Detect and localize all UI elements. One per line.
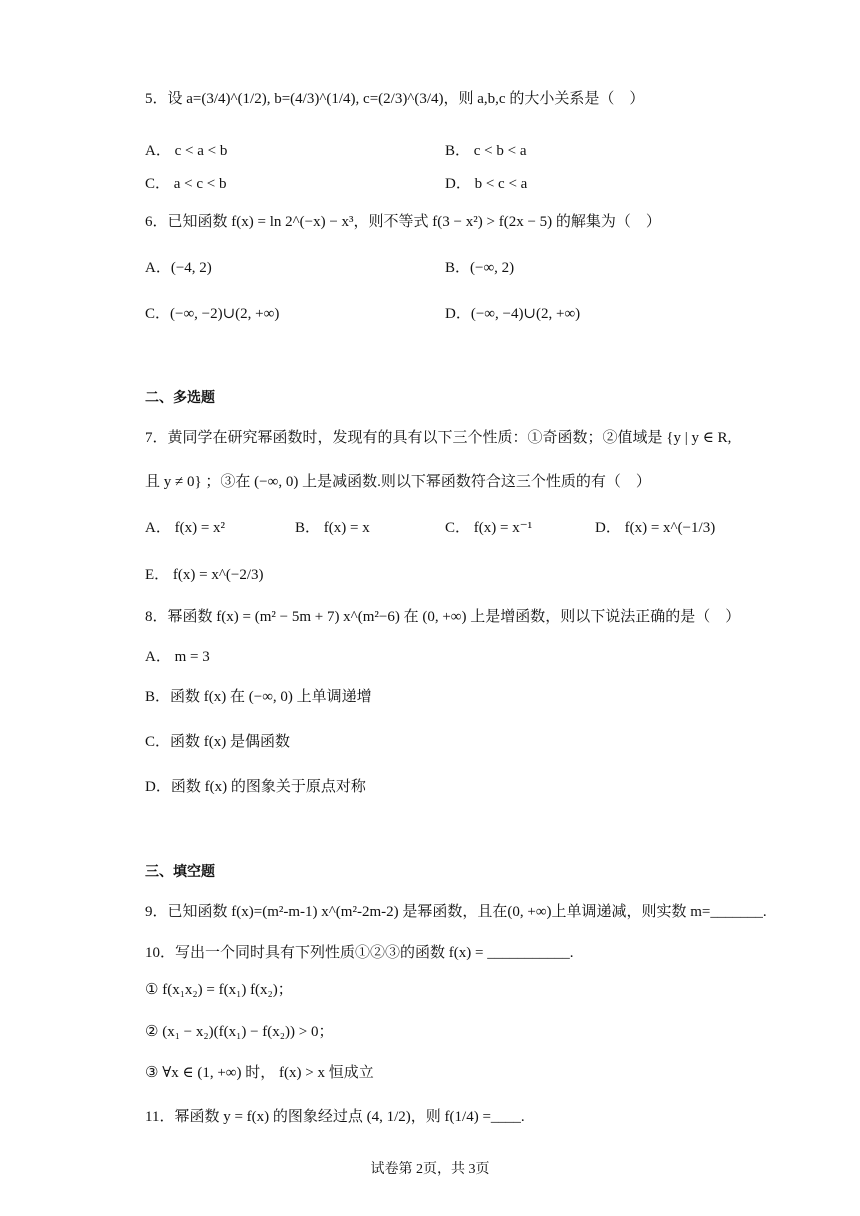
question-7-stem-line1: 7．黄同学在研究幂函数时，发现有的具有以下三个性质：①奇函数；②值域是 {y | y ∈ R, <box>145 430 732 446</box>
question-10-property-1: ① f(x₁x₂) = f(x₁) f(x₂)； <box>145 982 293 998</box>
q7-option-d: D． f(x) = x^(−1/3) <box>595 520 716 536</box>
question-5-stem: 5．设 a=(3/4)^(1/2), b=(4/3)^(1/4), c=(2/3)^(3/4)，则 a,b,c 的大小关系是（ ） <box>145 91 645 107</box>
question-9: 9．已知函数 f(x)=(m²-m-1) x^(m²-2m-2) 是幂函数，且在(0, +∞)上单调递减，则实数 m=_______. <box>145 904 767 920</box>
q5-option-c: C． a < c < b <box>145 176 227 192</box>
question-10-property-2: ② (x₁ − x₂)(f(x₁) − f(x₂)) > 0； <box>145 1024 334 1040</box>
question-10-stem: 10．写出一个同时具有下列性质①②③的函数 f(x) = ___________. <box>145 945 574 961</box>
page-footer: 试卷第 2页，共 3页 <box>370 1162 490 1177</box>
q5-option-a: A． c < a < b <box>145 143 228 159</box>
q5-option-b: B． c < b < a <box>445 143 527 159</box>
question-8-stem: 8．幂函数 f(x) = (m² − 5m + 7) x^(m²−6) 在 (0, +∞) 上是增函数，则以下说法正确的是（ ） <box>145 609 741 625</box>
q7-option-e: E． f(x) = x^(−2/3) <box>145 567 264 583</box>
question-10-property-3: ③ ∀x ∈ (1, +∞) 时， f(x) > x 恒成立 <box>145 1065 374 1081</box>
q8-option-b: B．函数 f(x) 在 (−∞, 0) 上单调递增 <box>145 689 372 705</box>
section-heading-multi-choice: 二、多选题 <box>145 390 215 406</box>
q7-option-a: A． f(x) = x² <box>145 520 226 536</box>
q8-option-c: C．函数 f(x) 是偶函数 <box>145 734 290 750</box>
q8-option-d: D．函数 f(x) 的图象关于原点对称 <box>145 779 366 795</box>
q6-option-c: C．(−∞, −2)∪(2, +∞) <box>145 306 280 322</box>
question-7-stem-line2: 且 y ≠ 0} ；③在 (−∞, 0) 上是减函数.则以下幂函数符合这三个性质的有（ ） <box>145 474 651 490</box>
q7-option-b: B． f(x) = x <box>295 520 370 536</box>
question-11: 11．幂函数 y = f(x) 的图象经过点 (4, 1/2)，则 f(1/4) =____. <box>145 1109 525 1125</box>
q5-option-d: D． b < c < a <box>445 176 528 192</box>
question-6-stem: 6．已知函数 f(x) = ln 2^(−x) − x³，则不等式 f(3 − x²) > f(2x − 5) 的解集为（ ） <box>145 214 661 230</box>
section-heading-fill-blank: 三、填空题 <box>145 864 215 880</box>
q8-option-a: A． m = 3 <box>145 649 210 665</box>
q7-option-c: C． f(x) = x⁻¹ <box>445 520 533 536</box>
q6-option-d: D．(−∞, −4)∪(2, +∞) <box>445 306 581 322</box>
q6-option-b: B．(−∞, 2) <box>445 260 515 276</box>
q6-option-a: A．(−4, 2) <box>145 260 212 276</box>
